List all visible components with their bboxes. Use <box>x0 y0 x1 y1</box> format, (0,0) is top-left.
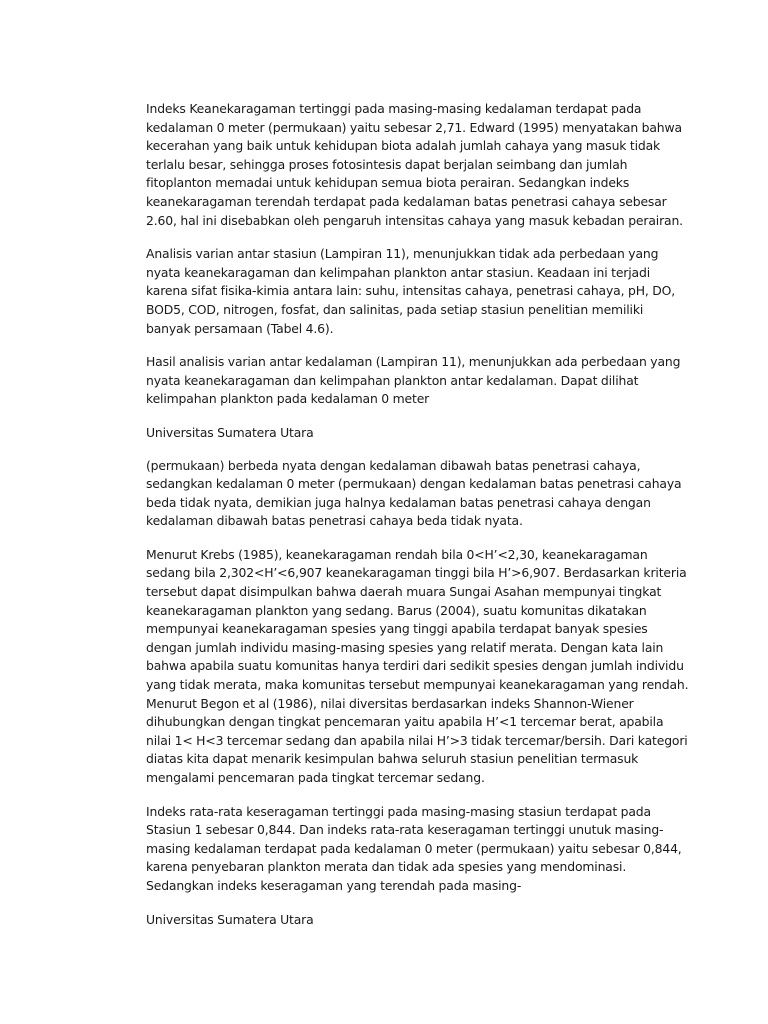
paragraph-5 <box>146 546 689 788</box>
text-line: Indeks Keanekaragaman tertinggi pada masing-masing kedalaman terdapat pada <box>146 101 642 116</box>
page-footer <box>146 911 658 930</box>
paragraph-4 <box>146 457 682 531</box>
text-line: karena sifat fisika-kimia antara lain: suhu, intensitas cahaya, penetrasi cahaya, pH, DO, <box>146 283 676 299</box>
text-line: masing kedalaman terdapat pada kedalaman 0 meter (permukaan) yaitu sebesar 0,844, <box>146 840 682 856</box>
text-line: diatas kita dapat menarik kesimpulan bahwa seluruh stasiun penelitian termasuk <box>146 751 639 767</box>
text-line: kelimpahan plankton pada kedalaman 0 meter <box>146 391 430 407</box>
text-line: (permukaan) berbeda nyata dengan kedalaman dibawah batas penetrasi cahaya, <box>146 457 641 473</box>
text-line: mempunyai keanekaragaman spesies yang tinggi apabila terdapat banyak spesies <box>146 621 648 637</box>
text-line: yang tidak merata, maka komunitas tersebut mempunyai keanekaragaman yang rendah. <box>146 677 689 693</box>
text-line: sedangkan kedalaman 0 meter (permukaan) dengan kedalaman batas penetrasi cahaya <box>146 476 682 492</box>
text-line: terlalu besar, sehingga proses fotosintesis dapat berjalan seimbang dan jumlah <box>146 156 628 172</box>
text-line: keanekaragaman plankton yang sedang. Barus (2004), suatu komunitas dikatakan <box>146 602 647 618</box>
page-footer <box>146 424 658 443</box>
footer-text: Universitas Sumatera Utara <box>146 911 314 927</box>
paragraph-2 <box>146 245 676 338</box>
text-line: kedalaman 0 meter (permukaan) yaitu sebesar 2,71. Edward (1995) menyatakan bahwa <box>146 119 682 135</box>
footer-text: Universitas Sumatera Utara <box>146 424 314 440</box>
text-line: fitoplanton memadai untuk kehidupan semua biota perairan. Sedangkan indeks <box>146 175 630 191</box>
text-line: kecerahan yang baik untuk kehidupan biota adalah jumlah cahaya yang masuk tidak <box>146 138 661 154</box>
text-line: karena penyebaran plankton merata dan tidak ada spesies yang mendominasi. <box>146 859 627 875</box>
text-line: sedang bila 2,302<H’<6,907 keanekaragaman tinggi bila H’>6,907. Berdasarkan kriteria <box>146 565 687 581</box>
text-line: tersebut dapat disimpulkan bahwa daerah muara Sungai Asahan mempunyai tingkat <box>146 584 662 600</box>
text-line: bahwa apabila suatu komunitas hanya terdiri dari sedikit spesies dengan jumlah individu <box>146 658 684 674</box>
text-line: dengan jumlah individu masing-masing spesies yang relatif merata. Dengan kata lain <box>146 639 664 655</box>
text-line: Sedangkan indeks keseragaman yang terendah pada masing- <box>146 877 522 893</box>
text-line: Menurut Begon et al (1986), nilai diversitas berdasarkan indeks Shannon-Wiener <box>146 695 634 711</box>
text-line: Analisis varian antar stasiun (Lampiran 11), menunjukkan tidak ada perbedaan yang <box>146 246 659 262</box>
text-line: Menurut Krebs (1985), keanekaragaman rendah bila 0<H’<2,30, keanekaragaman <box>146 546 648 562</box>
text-line: banyak persamaan (Tabel 4.6). <box>146 320 334 336</box>
text-line: nyata keanekaragaman dan kelimpahan plankton antar kedalaman. Dapat dilihat <box>146 372 639 388</box>
text-line: Hasil analisis varian antar kedalaman (Lampiran 11), menunjukkan ada perbedaan yang <box>146 354 681 370</box>
paragraph-3 <box>146 353 681 409</box>
text-line: Indeks rata-rata keseragaman tertinggi pada masing-masing stasiun terdapat pada <box>146 803 651 819</box>
text-line: beda tidak nyata, demikian juga halnya kedalaman batas penetrasi cahaya dengan <box>146 494 651 510</box>
text-line: keanekaragaman terendah terdapat pada kedalaman batas penetrasi cahaya sebesar <box>146 193 667 209</box>
paragraph-6 <box>146 803 682 896</box>
document-page <box>146 100 689 943</box>
paragraph-1 <box>146 100 683 230</box>
text-line: Stasiun 1 sebesar 0,844. Dan indeks rata-rata keseragaman tertinggi unutuk masing- <box>146 822 664 838</box>
text-line: mengalami pencemaran pada tingkat tercemar sedang. <box>146 770 485 785</box>
text-line: dihubungkan dengan tingkat pencemaran yaitu apabila H’<1 tercemar berat, apabila <box>146 714 664 730</box>
text-line: nilai 1< H<3 tercemar sedang dan apabila nilai H’>3 tidak tercemar/bersih. Dari kategori <box>146 732 688 748</box>
text-line: nyata keanekaragaman dan kelimpahan plankton antar stasiun. Keadaan ini terjadi <box>146 264 650 280</box>
text-line: kedalaman dibawah batas penetrasi cahaya beda tidak nyata. <box>146 513 523 529</box>
text-line: 2.60, hal ini disebabkan oleh pengaruh intensitas cahaya yang masuk kebadan perairan. <box>146 212 683 228</box>
text-line: BOD5, COD, nitrogen, fosfat, dan salinitas, pada setiap stasiun penelitian memiliki <box>146 301 644 317</box>
